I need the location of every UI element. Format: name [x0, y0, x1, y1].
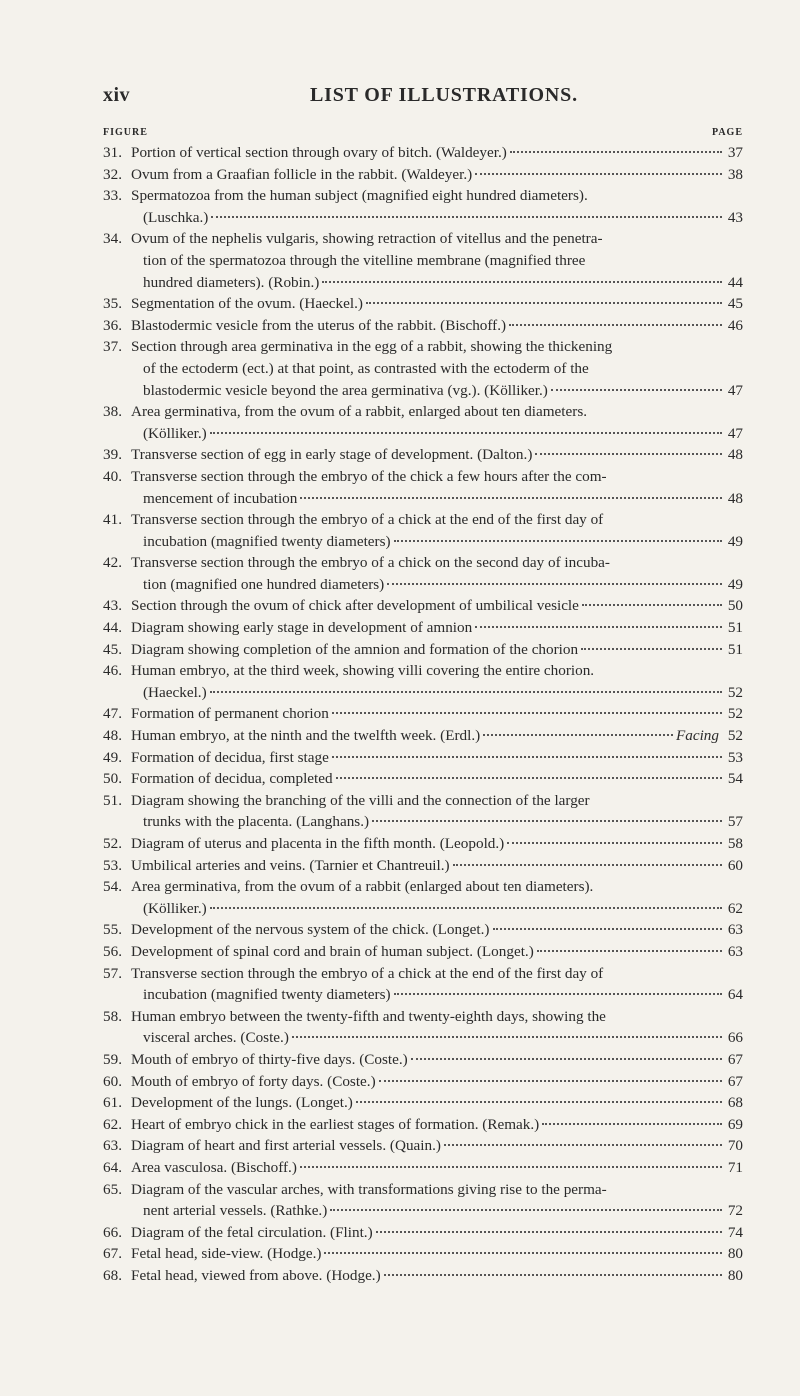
page-reference: 70	[727, 1137, 743, 1155]
entry-line	[103, 1179, 743, 1201]
page-column-heading: PAGE	[711, 127, 743, 138]
figure-number: 41.	[103, 511, 122, 529]
list-entry	[103, 703, 743, 725]
dot-leader	[330, 1209, 722, 1211]
dot-leader	[444, 1144, 722, 1146]
entry-line	[103, 531, 743, 553]
figure-number: 50.	[103, 770, 122, 788]
figure-caption: Ovum of the nephelis vulgaris, showing retraction of vitellus and the penetra-	[131, 230, 603, 248]
list-entry	[103, 1071, 743, 1093]
list-entry	[103, 164, 743, 186]
list-entry	[103, 595, 743, 617]
page-reference: 45	[727, 295, 743, 313]
figure-caption: Development of spinal cord and brain of human subject. (Longet.)	[131, 942, 534, 960]
page-reference: 37	[727, 144, 743, 161]
entry-line	[103, 617, 743, 639]
figure-number: 58.	[103, 1007, 122, 1025]
figure-number: 55.	[103, 921, 122, 939]
figure-caption: Segmentation of the ovum. (Haeckel.)	[131, 295, 363, 313]
figure-caption: Diagram showing completion of the amnion and formation of the chorion	[131, 640, 579, 658]
entry-line	[103, 898, 743, 920]
figure-caption: Area vasculosa. (Bischoff.)	[131, 1158, 297, 1176]
dot-leader	[483, 734, 673, 736]
figure-number: 45.	[103, 640, 122, 658]
figure-caption: of the ectoderm (ect.) at that point, as contrasted with the ectoderm of the	[143, 359, 589, 377]
entry-line	[103, 228, 743, 250]
entry-line	[103, 811, 743, 833]
figure-caption: Transverse section through the embryo of a chick on the second day of incuba-	[131, 554, 610, 572]
figure-caption: Formation of decidua, first stage	[131, 748, 329, 766]
page-reference: 67	[727, 1050, 743, 1068]
figure-column-heading: FIGURE	[103, 127, 148, 138]
list-entry	[103, 919, 743, 941]
figure-caption: Fetal head, side-view. (Hodge.)	[131, 1245, 322, 1263]
entry-line	[103, 790, 743, 812]
list-entry	[103, 1114, 743, 1136]
figure-number: 51.	[103, 791, 122, 809]
figure-caption: Formation of decidua, completed	[131, 770, 333, 788]
column-headings	[103, 127, 743, 141]
figure-number: 37.	[103, 338, 122, 356]
page-reference: 47	[727, 381, 743, 399]
page-reference: 48	[727, 446, 743, 464]
page-reference: 68	[727, 1094, 743, 1112]
figure-caption: Human embryo, at the ninth and the twelfth week. (Erdl.)	[131, 727, 481, 745]
figure-caption: Diagram of uterus and placenta in the fifth month. (Leopold.)	[131, 835, 505, 852]
figure-caption: incubation (magnified twenty diameters)	[143, 986, 391, 1004]
dot-leader	[211, 216, 722, 218]
figure-number: 32.	[103, 165, 122, 183]
figure-number: 67.	[103, 1245, 122, 1263]
list-entry	[103, 790, 743, 833]
dot-leader	[376, 1231, 722, 1233]
entry-line	[103, 444, 743, 466]
illustration-list	[103, 142, 743, 1286]
figure-caption: Transverse section through the embryo of the chick a few hours after the com-	[131, 467, 607, 485]
dot-leader	[542, 1123, 722, 1125]
page-reference: 63	[727, 942, 743, 960]
list-entry	[103, 747, 743, 769]
dot-leader	[210, 907, 722, 909]
page-reference: 52	[727, 727, 743, 745]
figure-number: 57.	[103, 964, 122, 982]
figure-number: 33.	[103, 187, 122, 205]
entry-line	[103, 358, 743, 380]
page-reference: 48	[727, 489, 743, 507]
entry-line	[103, 207, 743, 229]
entry-line	[103, 855, 743, 877]
entry-line	[103, 768, 743, 790]
dot-leader	[356, 1101, 722, 1103]
figure-caption: Development of the lungs. (Longet.)	[131, 1094, 353, 1112]
dot-leader	[475, 626, 722, 628]
figure-caption: Ovum from a Graafian follicle in the rabbit. (Waldeyer.)	[131, 165, 473, 183]
facing-label: Facing	[675, 727, 719, 745]
figure-number: 61.	[103, 1094, 122, 1112]
page-reference: 64	[727, 986, 743, 1004]
figure-caption: Area germinativa, from the ovum of a rabbit, enlarged about ten diameters.	[131, 403, 588, 421]
dot-leader	[322, 281, 722, 283]
figure-number: 36.	[103, 316, 122, 334]
figure-caption: Diagram of the fetal circulation. (Flint.)	[131, 1223, 373, 1241]
figure-number: 38.	[103, 403, 122, 421]
figure-number: 68.	[103, 1266, 122, 1284]
figure-number: 43.	[103, 597, 122, 615]
list-entry	[103, 466, 743, 509]
figure-number: 31.	[103, 144, 122, 161]
figure-caption: Transverse section through the embryo of a chick at the end of the first day of	[131, 511, 604, 529]
dot-leader	[210, 691, 722, 693]
figure-caption: tion of the spermatozoa through the vitelline membrane (magnified three	[143, 251, 586, 269]
figure-caption: Human embryo between the twenty-fifth and twenty-eighth days, showing the	[131, 1007, 606, 1025]
dot-leader	[387, 583, 722, 585]
page-reference: 67	[727, 1072, 743, 1090]
figure-caption: Diagram showing the branching of the villi and the connection of the larger	[131, 791, 590, 809]
figure-caption: tion (magnified one hundred diameters)	[143, 575, 385, 593]
figure-caption: Transverse section through the embryo of a chick at the end of the first day of	[131, 964, 604, 982]
dot-leader	[366, 302, 722, 304]
list-entry	[103, 639, 743, 661]
entry-line	[103, 1114, 743, 1136]
entry-line	[103, 509, 743, 531]
list-entry	[103, 768, 743, 790]
entry-line	[103, 1200, 743, 1222]
list-entry	[103, 833, 743, 855]
dot-leader	[535, 453, 722, 455]
entry-line	[103, 1006, 743, 1028]
dot-leader	[300, 497, 722, 499]
dot-leader	[507, 842, 722, 844]
page-reference: 74	[727, 1223, 743, 1241]
figure-caption: Mouth of embryo of forty days. (Coste.)	[131, 1072, 376, 1090]
page-reference: 54	[727, 770, 743, 788]
list-entry	[103, 1135, 743, 1157]
entry-line	[103, 1265, 743, 1287]
page-reference: 72	[727, 1202, 743, 1220]
figure-caption: Heart of embryo chick in the earliest stages of formation. (Remak.)	[131, 1115, 540, 1133]
list-entry	[103, 617, 743, 639]
figure-caption: Formation of permanent chorion	[131, 705, 329, 723]
figure-number: 49.	[103, 748, 122, 766]
figure-caption: Development of the nervous system of the chick. (Longet.)	[131, 921, 490, 939]
entry-line	[103, 703, 743, 725]
entry-line	[103, 272, 743, 294]
dot-leader	[332, 712, 722, 714]
entry-line	[103, 1071, 743, 1093]
page-reference: 58	[727, 835, 743, 852]
figure-number: 52.	[103, 835, 122, 852]
figure-number: 62.	[103, 1115, 122, 1133]
entry-line	[103, 1135, 743, 1157]
figure-caption: Fetal head, viewed from above. (Hodge.)	[131, 1266, 381, 1284]
figure-caption: (Luschka.)	[143, 208, 209, 226]
entry-line	[103, 876, 743, 898]
list-entry	[103, 725, 743, 747]
page-reference: 63	[727, 921, 743, 939]
figure-number: 48.	[103, 727, 122, 745]
entry-line	[103, 747, 743, 769]
list-entry	[103, 876, 743, 919]
page-reference: 51	[727, 619, 743, 637]
list-entry	[103, 401, 743, 444]
entry-line	[103, 1027, 743, 1049]
page-number: xiv	[103, 84, 131, 106]
figure-caption: (Kölliker.)	[143, 899, 207, 917]
page-reference: 51	[727, 640, 743, 658]
figure-caption: mencement of incubation	[143, 489, 298, 507]
entry-line	[103, 401, 743, 423]
figure-caption: visceral arches. (Coste.)	[143, 1029, 289, 1047]
figure-number: 56.	[103, 942, 122, 960]
list-entry	[103, 293, 743, 315]
entry-line	[103, 941, 743, 963]
figure-caption: blastodermic vesicle beyond the area germinativa (vg.). (Kölliker.)	[143, 381, 548, 399]
list-entry	[103, 1049, 743, 1071]
running-title: LIST OF ILLUSTRATIONS.	[310, 84, 578, 106]
entry-line	[103, 1157, 743, 1179]
entry-line	[103, 963, 743, 985]
entry-line	[103, 250, 743, 272]
entry-line	[103, 1092, 743, 1114]
list-entry	[103, 1179, 743, 1222]
page-reference: 57	[727, 813, 743, 831]
figure-caption: Diagram of the vascular arches, with transformations giving rise to the perma-	[131, 1180, 607, 1198]
entry-line	[103, 725, 743, 747]
entry-line	[103, 185, 743, 207]
entry-line	[103, 639, 743, 661]
page-reference: 50	[727, 597, 743, 615]
figure-caption: Area germinativa, from the ovum of a rabbit (enlarged about ten diameters).	[131, 878, 594, 896]
dot-leader	[411, 1058, 722, 1060]
dot-leader	[581, 648, 722, 650]
figure-number: 46.	[103, 662, 122, 680]
list-entry	[103, 1243, 743, 1265]
dot-leader	[394, 993, 722, 995]
figure-number: 59.	[103, 1050, 122, 1068]
figure-caption: Transverse section of egg in early stage of development. (Dalton.)	[131, 446, 533, 464]
dot-leader	[475, 173, 722, 175]
figure-number: 66.	[103, 1223, 122, 1241]
dot-leader	[292, 1036, 722, 1038]
page-header	[0, 84, 800, 110]
figure-number: 54.	[103, 878, 122, 896]
dot-leader	[493, 928, 723, 930]
page-reference: 80	[727, 1266, 743, 1284]
figure-number: 44.	[103, 619, 122, 637]
page-reference: 69	[727, 1115, 743, 1133]
entry-line	[103, 1222, 743, 1244]
page-reference: 80	[727, 1245, 743, 1263]
dot-leader	[384, 1274, 722, 1276]
page-reference: 66	[727, 1029, 743, 1047]
entry-line	[103, 833, 743, 855]
page-reference: 47	[727, 424, 743, 442]
entry-line	[103, 1049, 743, 1071]
list-entry	[103, 1092, 743, 1114]
figure-caption: hundred diameters). (Robin.)	[143, 273, 320, 291]
dot-leader	[453, 864, 722, 866]
dot-leader	[510, 151, 722, 153]
dot-leader	[394, 540, 722, 542]
figure-caption: Mouth of embryo of thirty-five days. (Coste.)	[131, 1050, 408, 1068]
figure-caption: Section through area germinativa in the egg of a rabbit, showing the thickening	[131, 338, 613, 356]
figure-caption: Umbilical arteries and veins. (Tarnier et Chantreuil.)	[131, 856, 450, 874]
page-reference: 46	[727, 316, 743, 334]
page-reference: 62	[727, 899, 743, 917]
dot-leader	[336, 777, 722, 779]
entry-line	[103, 466, 743, 488]
page-reference: 38	[727, 165, 743, 183]
page-reference: 52	[727, 705, 743, 723]
figure-number: 35.	[103, 295, 122, 313]
list-entry	[103, 336, 743, 401]
list-entry	[103, 1006, 743, 1049]
figure-caption: nent arterial vessels. (Rathke.)	[143, 1202, 328, 1220]
list-entry	[103, 941, 743, 963]
entry-line	[103, 336, 743, 358]
page-reference: 71	[727, 1158, 743, 1176]
dot-leader	[210, 432, 722, 434]
page-reference: 43	[727, 208, 743, 226]
list-entry	[103, 142, 743, 164]
figure-caption: Spermatozoa from the human subject (magnified eight hundred diameters).	[131, 187, 588, 205]
entry-line	[103, 293, 743, 315]
list-entry	[103, 660, 743, 703]
figure-caption: Blastodermic vesicle from the uterus of the rabbit. (Bischoff.)	[131, 316, 507, 334]
page-reference: 53	[727, 748, 743, 766]
entry-line	[103, 595, 743, 617]
dot-leader	[582, 604, 722, 606]
figure-caption: Diagram showing early stage in development of amnion	[131, 619, 473, 637]
page-reference: 52	[727, 683, 743, 701]
entry-line	[103, 315, 743, 337]
figure-number: 34.	[103, 230, 122, 248]
entry-line	[103, 682, 743, 704]
entry-line	[103, 488, 743, 510]
figure-number: 64.	[103, 1158, 122, 1176]
figure-number: 40.	[103, 467, 122, 485]
list-entry	[103, 1222, 743, 1244]
entry-line	[103, 380, 743, 402]
list-entry	[103, 552, 743, 595]
page-reference: 60	[727, 856, 743, 874]
figure-caption: incubation (magnified twenty diameters)	[143, 532, 391, 550]
dot-leader	[300, 1166, 722, 1168]
list-entry	[103, 444, 743, 466]
list-entry	[103, 228, 743, 293]
entry-line	[103, 142, 743, 164]
dot-leader	[551, 389, 722, 391]
figure-caption: Section through the ovum of chick after development of umbilical vesicle	[131, 597, 579, 615]
figure-caption: Diagram of heart and first arterial vessels. (Quain.)	[131, 1137, 441, 1155]
figure-caption: (Haeckel.)	[143, 683, 207, 701]
dot-leader	[537, 950, 722, 952]
figure-number: 39.	[103, 446, 122, 464]
dot-leader	[509, 324, 722, 326]
figure-caption: Human embryo, at the third week, showing villi covering the entire chorion.	[131, 662, 595, 680]
figure-number: 53.	[103, 856, 122, 874]
list-entry	[103, 963, 743, 1006]
figure-number: 63.	[103, 1137, 122, 1155]
figure-caption: (Kölliker.)	[143, 424, 207, 442]
entry-line	[103, 1243, 743, 1265]
list-entry	[103, 315, 743, 337]
entry-line	[103, 660, 743, 682]
figure-number: 42.	[103, 554, 122, 572]
entry-line	[103, 423, 743, 445]
dot-leader	[379, 1080, 722, 1082]
figure-caption: trunks with the placenta. (Langhans.)	[143, 813, 370, 831]
dot-leader	[372, 820, 722, 822]
dot-leader	[332, 756, 722, 758]
entry-line	[103, 984, 743, 1006]
entry-line	[103, 919, 743, 941]
page-reference: 44	[727, 273, 743, 291]
list-entry	[103, 185, 743, 228]
list-entry	[103, 855, 743, 877]
figure-number: 47.	[103, 705, 122, 723]
figure-caption: Portion of vertical section through ovary of bitch. (Waldeyer.)	[131, 144, 507, 161]
list-entry	[103, 1157, 743, 1179]
figure-number: 65.	[103, 1180, 122, 1198]
page-reference: 49	[727, 575, 743, 593]
entry-line	[103, 552, 743, 574]
entry-line	[103, 574, 743, 596]
dot-leader	[324, 1252, 722, 1254]
entry-line	[103, 164, 743, 186]
figure-number: 60.	[103, 1072, 122, 1090]
page-reference: 49	[727, 532, 743, 550]
list-entry	[103, 509, 743, 552]
list-entry	[103, 1265, 743, 1287]
